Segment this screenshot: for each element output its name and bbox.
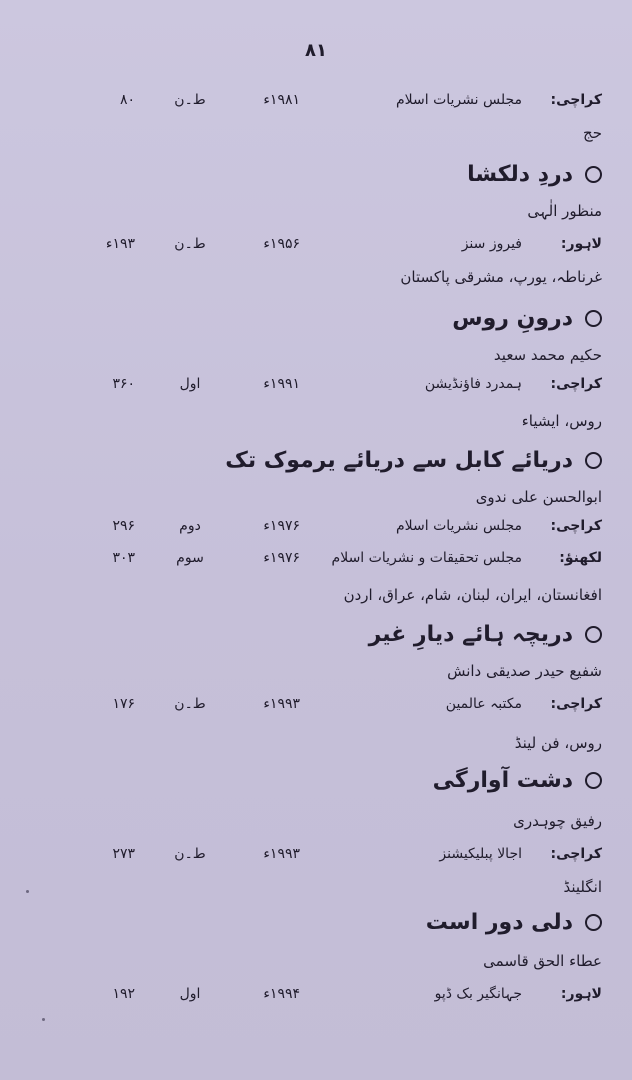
edition: ط۔ن bbox=[174, 236, 206, 252]
circle-bullet-icon bbox=[585, 452, 602, 469]
circle-bullet-icon bbox=[585, 626, 602, 643]
author-name: حکیم محمد سعید bbox=[493, 346, 602, 364]
circle-bullet-icon bbox=[585, 310, 602, 327]
publication-year: ۱۹۹۴ء bbox=[263, 986, 300, 1002]
publisher-name: مجلس تحقیقات و نشریات اسلام bbox=[331, 550, 522, 566]
entry-title: دریچہ ہائے دیارِ غیر bbox=[368, 621, 573, 647]
edition: ط۔ن bbox=[174, 846, 206, 862]
page-count: ۱۹۳ء bbox=[105, 236, 135, 252]
publication-place: لاہور: bbox=[560, 986, 602, 1002]
publisher-name: فیروز سنز bbox=[461, 236, 522, 252]
countries-line: افغانستان، ایران، لبنان، شام، عراق، اردن bbox=[343, 586, 602, 604]
paper-speck bbox=[26, 890, 29, 893]
publication-year: ۱۹۹۳ء bbox=[263, 696, 300, 712]
publication-place: کراچی: bbox=[550, 846, 602, 862]
publication-year: ۱۹۹۳ء bbox=[263, 846, 300, 862]
circle-bullet-icon bbox=[585, 166, 602, 183]
publication-place: کراچی: bbox=[550, 696, 602, 712]
publication-row bbox=[0, 518, 632, 540]
paper-speck bbox=[42, 1018, 45, 1021]
entry-title-row bbox=[225, 446, 602, 474]
publication-row bbox=[0, 236, 632, 258]
countries-line: غرناطہ، یورپ، مشرقی پاکستان bbox=[400, 268, 602, 286]
publication-row bbox=[0, 846, 632, 868]
edition: ط۔ن bbox=[174, 696, 206, 712]
publisher-name: اجالا پبلیکیشنز bbox=[439, 846, 522, 862]
publication-row bbox=[0, 696, 632, 718]
publication-year: ۱۹۷۶ء bbox=[263, 550, 300, 566]
page-count: ۳۶۰ bbox=[112, 376, 135, 392]
page-number: ۸۱ bbox=[305, 40, 327, 61]
page-count: ۳۰۳ bbox=[112, 550, 135, 566]
entry-title-row bbox=[426, 908, 602, 936]
circle-bullet-icon bbox=[585, 772, 602, 789]
page-count: ۲۹۶ bbox=[112, 518, 135, 534]
edition: اول bbox=[179, 986, 201, 1002]
edition: دوم bbox=[179, 518, 201, 534]
publisher-name: ہمدرد فاؤنڈیشن bbox=[424, 376, 522, 392]
entry-title-row bbox=[369, 620, 602, 648]
countries-line: انگلینڈ bbox=[563, 878, 602, 896]
publication-year: ۱۹۷۶ء bbox=[263, 518, 300, 534]
publication-row bbox=[0, 986, 632, 1008]
publisher-name: مکتبہ عالمین bbox=[445, 696, 522, 712]
countries-line: روس، ایشیاء bbox=[521, 412, 602, 430]
entry-title: دردِ دلکشا bbox=[467, 161, 573, 187]
page-count: ۱۹۲ bbox=[112, 986, 135, 1002]
edition: ط۔ن bbox=[174, 92, 206, 108]
entry-title-row bbox=[467, 160, 602, 188]
entry-title: درونِ روس bbox=[452, 305, 573, 331]
entry-title-row bbox=[433, 766, 602, 794]
publisher-name: مجلس نشریات اسلام bbox=[395, 92, 522, 108]
publication-year: ۱۹۸۱ء bbox=[263, 92, 300, 108]
publication-year: ۱۹۹۱ء bbox=[263, 376, 300, 392]
author-name: رفیق چوہدری bbox=[513, 812, 602, 830]
entry-title-row bbox=[452, 304, 602, 332]
publication-place: لکھنؤ: bbox=[559, 550, 602, 566]
edition: سوم bbox=[176, 550, 204, 566]
publication-place: کراچی: bbox=[550, 376, 602, 392]
publication-year: ۱۹۵۶ء bbox=[263, 236, 300, 252]
page-count: ۱۷۶ bbox=[112, 696, 135, 712]
countries-line: روس، فن لینڈ bbox=[514, 734, 602, 752]
publication-place: کراچی: bbox=[550, 92, 602, 108]
circle-bullet-icon bbox=[585, 914, 602, 931]
page-count: ۲۷۳ bbox=[112, 846, 135, 862]
author-name: عطاء الحق قاسمی bbox=[483, 952, 602, 970]
publication-row bbox=[0, 550, 632, 572]
publication-place: لاہور: bbox=[560, 236, 602, 252]
publication-row bbox=[0, 92, 632, 114]
entry-title: دشت آوارگی bbox=[432, 767, 573, 793]
countries-line: حج bbox=[583, 124, 602, 142]
publication-row bbox=[0, 376, 632, 398]
publication-place: کراچی: bbox=[550, 518, 602, 534]
publisher-name: مجلس نشریات اسلام bbox=[395, 518, 522, 534]
author-name: شفیع حیدر صدیقی دانش bbox=[447, 662, 602, 680]
page-count: ۸۰ bbox=[119, 92, 135, 108]
entry-title: دریائے کابل سے دریائے یرموک تک bbox=[225, 447, 573, 473]
edition: اول bbox=[179, 376, 201, 392]
publisher-name: جہانگیر بک ڈپو bbox=[434, 986, 522, 1002]
author-name: منظور الٰہی bbox=[527, 202, 602, 220]
author-name: ابوالحسن علی ندوی bbox=[475, 488, 602, 506]
entry-title: دلی دور است bbox=[425, 909, 573, 935]
